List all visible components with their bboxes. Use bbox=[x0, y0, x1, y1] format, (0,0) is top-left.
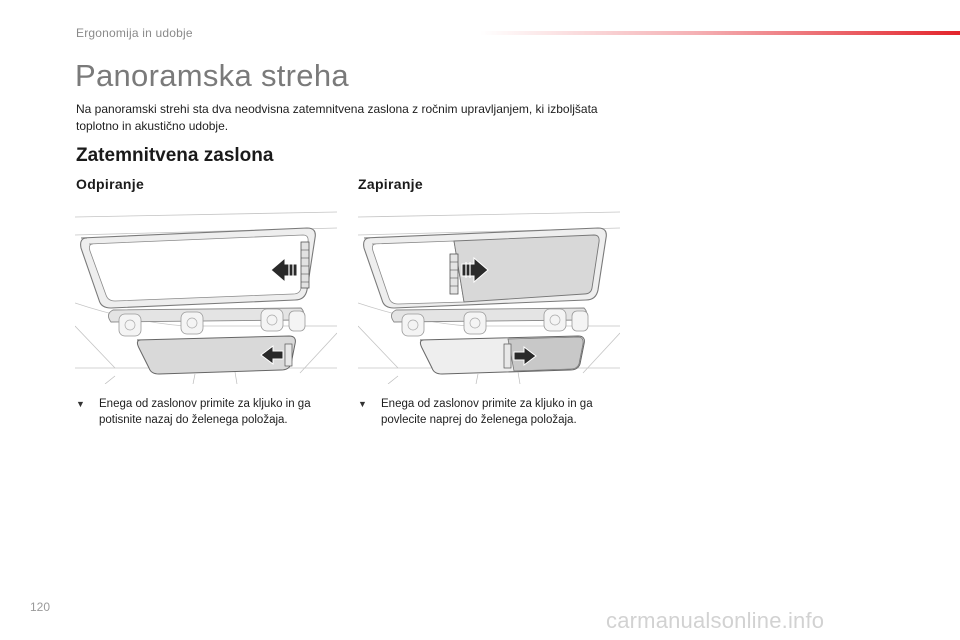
arrow-bullet-icon: ▼ bbox=[358, 399, 367, 409]
intro-paragraph: Na panoramski strehi sta dva neodvisna zatemnitvena zaslona z ročnim upravljanjem, ki izboljšata toplotno in akustično udobje. bbox=[76, 102, 598, 133]
subheading: Zatemnitvena zaslona bbox=[76, 145, 274, 166]
sunroof-blind-closing-illustration bbox=[358, 208, 620, 384]
sunroof-blind-opening-illustration bbox=[75, 208, 337, 384]
instruction-opening bbox=[76, 396, 326, 428]
header-accent-line bbox=[480, 31, 960, 35]
instruction-closing-text: Enega od zaslonov primite za kljuko in ga povlecite naprej do želenega položaja. bbox=[381, 398, 593, 426]
arrow-bullet-icon: ▼ bbox=[76, 399, 85, 409]
section-label: Ergonomija in udobje bbox=[76, 26, 193, 40]
instruction-closing bbox=[358, 396, 608, 428]
watermark: carmanualsonline.info bbox=[606, 608, 825, 633]
instruction-opening-text: Enega od zaslonov primite za kljuko in ga potisnite nazaj do želenega položaja. bbox=[99, 398, 311, 426]
heading-closing: Zapiranje bbox=[358, 176, 423, 192]
page-title: Panoramska streha bbox=[75, 58, 349, 93]
page-number: 120 bbox=[30, 600, 51, 614]
heading-opening: Odpiranje bbox=[76, 176, 145, 192]
